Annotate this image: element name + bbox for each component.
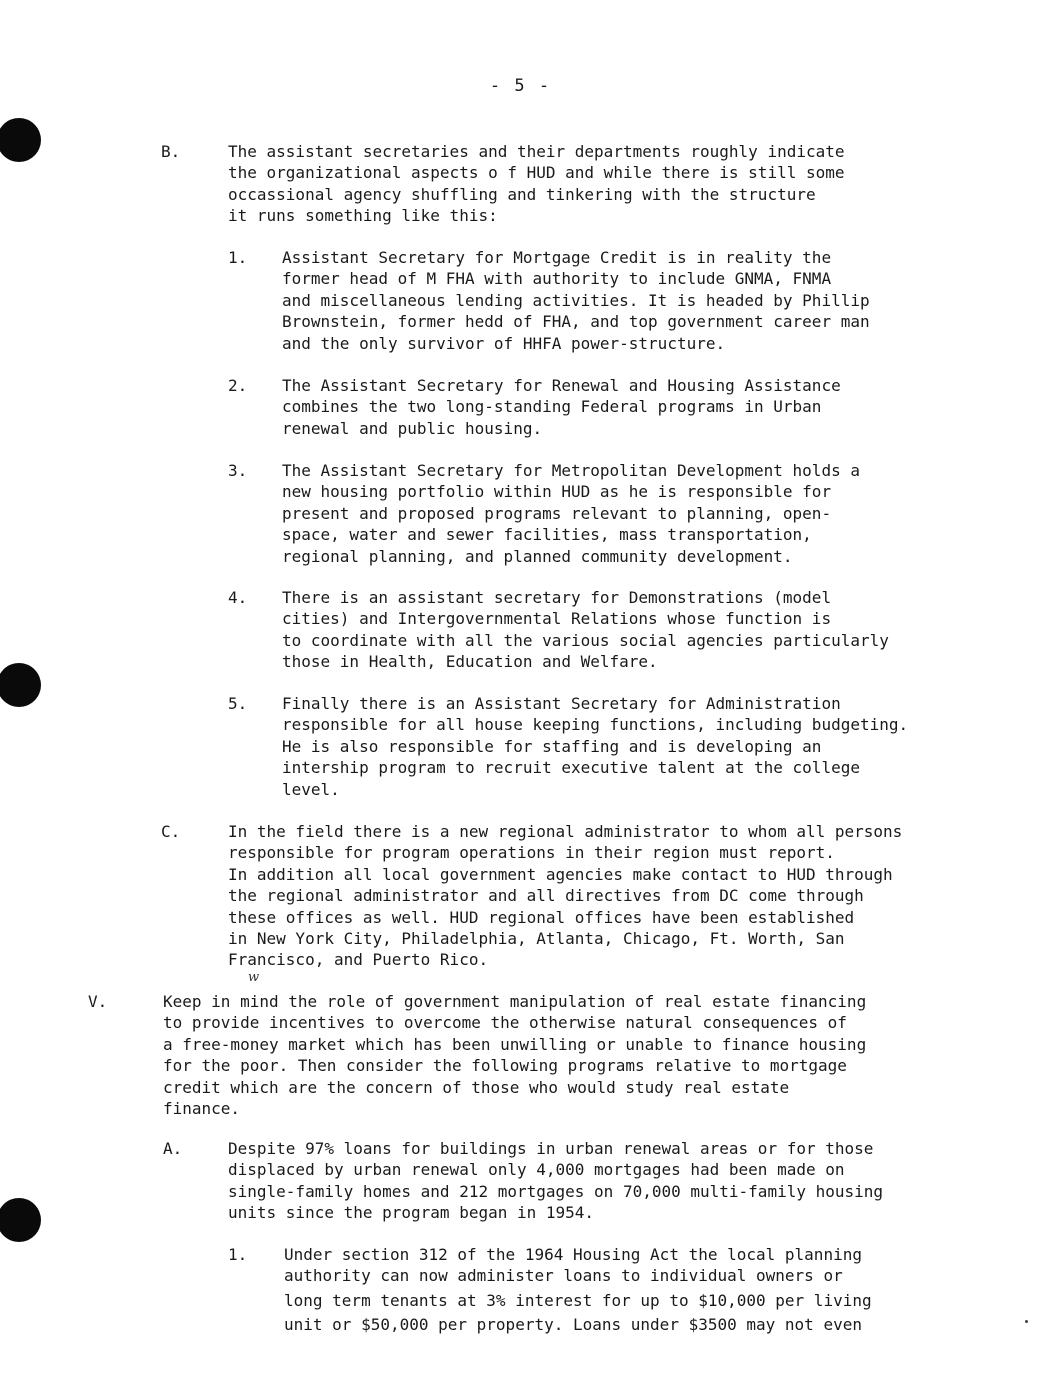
text-line: and miscellaneous lending activities. It is headed by Phillip: [282, 290, 870, 310]
text-line: single-family homes and 212 mortgages on 70,000 multi-family housing: [228, 1181, 884, 1201]
item-marker-b4: 4.: [228, 588, 248, 607]
punch-hole-top: [0, 118, 41, 162]
item-marker-b1: 1.: [228, 248, 248, 267]
text-line: displaced by urban renewal only 4,000 mortgages had been made on: [228, 1160, 845, 1180]
text-line: intership program to recruit executive talent at the college: [282, 758, 860, 778]
section-marker-v: V.: [88, 992, 108, 1011]
text-line: and the only survivor of HHFA power-structure.: [282, 333, 726, 353]
text-line: it runs something like this:: [228, 206, 498, 226]
text-line: Brownstein, former hedd of FHA, and top government career man: [282, 312, 870, 332]
page-number: - 5 -: [489, 76, 552, 96]
item-b4-text: [282, 587, 889, 673]
text-line: occassional agency shuffling and tinkering with the structure: [228, 184, 816, 204]
text-line: the regional administrator and all directives from DC come through: [228, 886, 864, 906]
text-line: authority can now administer loans to individual owners or: [284, 1266, 843, 1286]
text-line: to coordinate with all the various social agencies particularly: [282, 630, 889, 650]
section-marker-b: B.: [161, 142, 181, 161]
text-line: space, water and sewer facilities, mass transportation,: [282, 525, 812, 545]
text-line: Despite 97% loans for buildings in urban renewal areas or for those: [228, 1139, 874, 1158]
text-line: the organizational aspects o f HUD and while there is still some: [228, 163, 845, 183]
text-line: new housing portfolio within HUD as he is responsible for: [282, 482, 832, 502]
text-line: Keep in mind the role of government manipulation of real estate financing: [163, 992, 867, 1011]
section-c-text: [228, 821, 902, 971]
item-a1-text: [284, 1244, 872, 1335]
scan-speck: [1025, 1320, 1028, 1323]
text-line: credit which are the concern of those who would study real estate: [163, 1077, 790, 1097]
text-line: responsible for program operations in their region must report.: [228, 843, 835, 863]
section-a-text: [228, 1138, 883, 1224]
item-marker-a1: 1.: [228, 1245, 248, 1264]
item-marker-b5: 5.: [228, 694, 248, 713]
text-line: In addition all local government agencies make contact to HUD through: [228, 864, 893, 884]
punch-hole-bottom: [0, 1198, 41, 1242]
item-b2-text: [282, 375, 841, 439]
text-line: these offices as well. HUD regional offices have been established: [228, 907, 855, 927]
text-line: Assistant Secretary for Mortgage Credit is in reality the: [282, 248, 832, 267]
text-line: former head of M FHA with authority to include GNMA, FNMA: [282, 269, 832, 289]
text-line: finance.: [163, 1098, 241, 1118]
section-marker-a: A.: [163, 1139, 183, 1158]
text-line: a free-money market which has been unwilling or unable to finance housing: [163, 1034, 867, 1054]
item-b1-text: [282, 247, 870, 354]
text-line: long term tenants at 3% interest for up to $10,000 per living: [284, 1290, 872, 1310]
section-v-text: [163, 991, 866, 1119]
section-marker-c: C.: [161, 822, 181, 841]
item-marker-b2: 2.: [228, 376, 248, 395]
item-b5-text: [282, 693, 908, 800]
text-line: Francisco, and Puerto Rico.: [228, 950, 489, 970]
text-line: There is an assistant secretary for Demonstrations (model: [282, 588, 832, 607]
text-line: combines the two long-standing Federal programs in Urban: [282, 397, 822, 417]
text-line: present and proposed programs relevant to planning, open-: [282, 503, 832, 523]
text-line: cities) and Intergovernmental Relations whose function is: [282, 609, 832, 629]
text-line: Under section 312 of the 1964 Housing Act the local planning: [284, 1245, 862, 1264]
punch-hole-middle: [0, 663, 41, 707]
text-line: renewal and public housing.: [282, 418, 543, 438]
handwritten-mark: w: [248, 970, 260, 985]
text-line: Finally there is an Assistant Secretary for Administration: [282, 694, 841, 713]
text-line: in New York City, Philadelphia, Atlanta, Chicago, Ft. Worth, San: [228, 928, 845, 948]
text-line: The Assistant Secretary for Metropolitan Development holds a: [282, 461, 860, 480]
item-marker-b3: 3.: [228, 461, 248, 480]
text-line: those in Health, Education and Welfare.: [282, 652, 658, 672]
text-line: unit or $50,000 per property. Loans under $3500 may not even: [284, 1314, 862, 1334]
text-line: level.: [282, 779, 340, 799]
text-line: for the poor. Then consider the following programs relative to mortgage: [163, 1056, 847, 1076]
item-b3-text: [282, 460, 860, 567]
text-line: to provide incentives to overcome the otherwise natural consequences of: [163, 1013, 847, 1033]
text-line: The Assistant Secretary for Renewal and Housing Assistance: [282, 376, 841, 395]
text-line: responsible for all house keeping functions, including budgeting.: [282, 715, 909, 735]
text-line: He is also responsible for staffing and is developing an: [282, 736, 822, 756]
text-line: units since the program began in 1954.: [228, 1203, 595, 1223]
text-line: In the field there is a new regional administrator to whom all persons: [228, 822, 903, 841]
section-b-text: [228, 141, 845, 227]
text-line: The assistant secretaries and their departments roughly indicate: [228, 142, 845, 161]
text-line: regional planning, and planned community development.: [282, 546, 793, 566]
